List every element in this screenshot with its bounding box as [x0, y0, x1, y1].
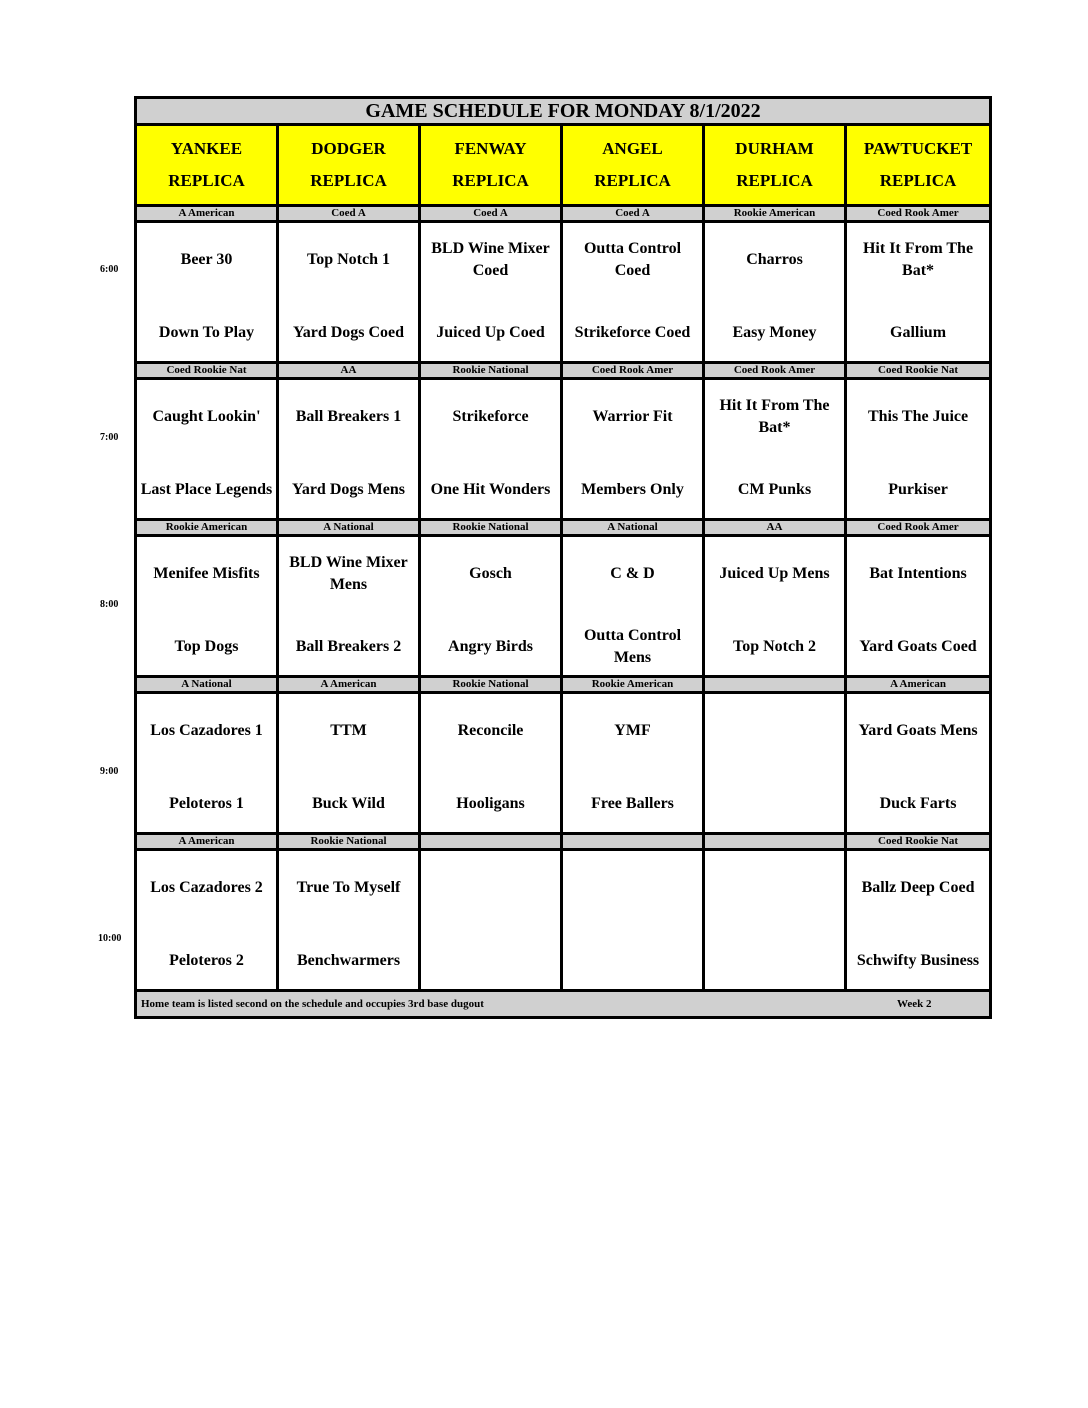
venue-header-durham: [704, 125, 846, 206]
venue-header-pawtucket: [846, 125, 991, 206]
home-team: Last Place Legends: [140, 481, 273, 498]
home-team: Peloteros 2: [169, 952, 244, 969]
game-cell: [136, 693, 278, 834]
away-team: Reconcile: [457, 722, 524, 739]
schedule-title: GAME SCHEDULE FOR MONDAY 8/1/2022: [136, 98, 991, 125]
venue-name: PAWTUCKET: [863, 139, 973, 158]
game-cell: [562, 536, 704, 677]
time-label: 10:00: [98, 933, 122, 944]
division-row: [136, 363, 991, 379]
away-team: Caught Lookin': [152, 408, 261, 425]
away-team: This The Juice: [867, 408, 969, 425]
division-label: Coed Rook Amer: [562, 363, 704, 379]
division-label: A American: [136, 834, 278, 850]
time-label: 7:00: [100, 432, 119, 443]
week-label: Week 2: [897, 998, 932, 1010]
home-team: Yard Dogs Mens: [292, 481, 405, 498]
venue-name: YANKEE: [170, 139, 243, 158]
game-row: [136, 536, 991, 677]
division-label: A National: [278, 520, 420, 536]
division-label: Coed Rook Amer: [704, 363, 846, 379]
home-team: Top Dogs: [174, 638, 239, 655]
home-team: Buck Wild: [312, 795, 385, 812]
venue-header-fenway: [420, 125, 562, 206]
away-team: Ball Breakers 1: [295, 408, 402, 425]
away-team: Outta Control Coed: [583, 240, 682, 279]
division-label: Rookie American: [704, 206, 846, 222]
game-cell: [846, 693, 991, 834]
time-label: 9:00: [100, 766, 119, 777]
home-team: Schwifty Business: [856, 952, 980, 969]
game-cell: [278, 379, 420, 520]
home-team: Gallium: [890, 324, 947, 341]
footer: [136, 991, 991, 1018]
home-team: [705, 780, 844, 828]
away-team: True To Myself: [296, 879, 401, 896]
home-team: Peloteros 1: [169, 795, 244, 812]
away-team: Top Notch 1: [307, 251, 390, 268]
game-cell: [846, 536, 991, 677]
division-row: [136, 834, 991, 850]
game-cell: [846, 379, 991, 520]
venue-type: REPLICA: [168, 171, 245, 190]
division-row: [136, 206, 991, 222]
game-cell: [704, 222, 846, 363]
home-team: CM Punks: [737, 481, 812, 498]
division-label: Coed Rook Amer: [846, 520, 991, 536]
away-team: Ballz Deep Coed: [861, 879, 975, 896]
venue-type: REPLICA: [310, 171, 387, 190]
venue-name: DURHAM: [735, 139, 814, 158]
away-team: Los Cazadores 2: [150, 879, 263, 896]
away-team: Menifee Misfits: [153, 565, 260, 582]
game-cell: [278, 693, 420, 834]
away-team: Juiced Up Mens: [719, 565, 830, 582]
home-team: Purkiser: [888, 481, 948, 498]
venue-header-angel: [562, 125, 704, 206]
venue-type: REPLICA: [736, 171, 813, 190]
home-team: Easy Money: [732, 324, 817, 341]
division-row: [136, 520, 991, 536]
game-cell: [136, 850, 278, 991]
division-label: [704, 834, 846, 850]
venue-header-row: [136, 125, 991, 206]
division-label: Rookie National: [420, 520, 562, 536]
away-team: TTM: [330, 722, 367, 739]
home-team: [421, 937, 560, 985]
home-team: Yard Goats Coed: [859, 638, 977, 655]
away-team: YMF: [614, 722, 651, 739]
division-label: [704, 677, 846, 693]
game-cell: [562, 222, 704, 363]
away-team: [563, 864, 702, 912]
division-label: Coed A: [278, 206, 420, 222]
venue-header-dodger: [278, 125, 420, 206]
home-team: Benchwarmers: [296, 952, 401, 969]
venue-type: REPLICA: [879, 171, 957, 190]
venue-type: REPLICA: [452, 171, 529, 190]
game-cell: [846, 850, 991, 991]
division-label: A American: [278, 677, 420, 693]
title-row: [136, 98, 991, 125]
division-row: [136, 677, 991, 693]
time-label: 6:00: [100, 264, 119, 275]
game-cell: [420, 536, 562, 677]
division-label: [420, 834, 562, 850]
division-label: Coed Rook Amer: [846, 206, 991, 222]
venue-name: ANGEL: [602, 139, 663, 158]
away-team: C & D: [610, 565, 655, 582]
home-team: Outta Control Mens: [583, 627, 682, 666]
away-team: Hit It From The Bat*: [719, 397, 830, 436]
home-team: [563, 937, 702, 985]
away-team: [705, 707, 844, 755]
division-label: Rookie National: [278, 834, 420, 850]
division-label: A National: [562, 520, 704, 536]
division-label: Coed Rookie Nat: [846, 363, 991, 379]
schedule-table: [134, 96, 992, 1019]
home-team: Top Notch 2: [733, 638, 816, 655]
game-cell: [278, 850, 420, 991]
game-cell: [562, 379, 704, 520]
game-row: [136, 222, 991, 363]
venue-header-yankee: [136, 125, 278, 206]
game-cell: [420, 222, 562, 363]
footer-row: [136, 991, 991, 1018]
game-cell: [704, 693, 846, 834]
home-team: Duck Farts: [879, 795, 957, 812]
game-cell: [136, 222, 278, 363]
game-row: [136, 850, 991, 991]
division-label: Rookie American: [136, 520, 278, 536]
away-team: BLD Wine Mixer Mens: [289, 554, 408, 593]
division-label: Rookie National: [420, 677, 562, 693]
away-team: Hit It From The Bat*: [862, 240, 974, 279]
division-label: Rookie National: [420, 363, 562, 379]
game-cell: [420, 379, 562, 520]
away-team: Los Cazadores 1: [150, 722, 263, 739]
game-cell: [278, 222, 420, 363]
home-team: Angry Birds: [448, 638, 533, 655]
away-team: Yard Goats Mens: [858, 722, 978, 739]
game-cell: [704, 536, 846, 677]
home-team-note: Home team is listed second on the schedule and occupies 3rd base dugout: [141, 998, 484, 1010]
game-cell: [420, 693, 562, 834]
game-cell: [562, 693, 704, 834]
away-team: Charros: [746, 251, 803, 268]
division-label: Coed A: [562, 206, 704, 222]
home-team: Juiced Up Coed: [436, 324, 545, 341]
home-team: Free Ballers: [591, 795, 674, 812]
division-label: Coed Rookie Nat: [136, 363, 278, 379]
home-team: Down To Play: [158, 324, 255, 341]
away-team: BLD Wine Mixer Coed: [431, 240, 550, 279]
away-team: Bat Intentions: [869, 565, 967, 582]
division-label: Coed Rookie Nat: [846, 834, 991, 850]
game-cell: [278, 536, 420, 677]
division-label: A American: [846, 677, 991, 693]
division-label: A National: [136, 677, 278, 693]
game-cell: [420, 850, 562, 991]
game-cell: [136, 379, 278, 520]
home-team: Members Only: [581, 481, 684, 498]
game-cell: [704, 379, 846, 520]
home-team: Yard Dogs Coed: [292, 324, 405, 341]
venue-name: DODGER: [311, 139, 386, 158]
division-label: A American: [136, 206, 278, 222]
venue-name: FENWAY: [454, 139, 527, 158]
home-team: [705, 937, 844, 985]
game-row: [136, 379, 991, 520]
home-team: Strikeforce Coed: [574, 324, 691, 341]
division-label: [562, 834, 704, 850]
division-label: AA: [704, 520, 846, 536]
game-cell: [846, 222, 991, 363]
away-team: Warrior Fit: [592, 408, 673, 425]
away-team: Beer 30: [180, 251, 233, 268]
time-label: 8:00: [100, 599, 119, 610]
game-cell: [562, 850, 704, 991]
away-team: [705, 864, 844, 912]
away-team: Strikeforce: [452, 408, 529, 425]
game-cell: [136, 536, 278, 677]
division-label: AA: [278, 363, 420, 379]
away-team: [421, 864, 560, 912]
venue-type: REPLICA: [594, 171, 671, 190]
game-cell: [704, 850, 846, 991]
home-team: One Hit Wonders: [430, 481, 551, 498]
division-label: Rookie American: [562, 677, 704, 693]
game-row: [136, 693, 991, 834]
home-team: Ball Breakers 2: [295, 638, 402, 655]
away-team: Gosch: [469, 565, 512, 582]
home-team: Hooligans: [456, 795, 525, 812]
division-label: Coed A: [420, 206, 562, 222]
